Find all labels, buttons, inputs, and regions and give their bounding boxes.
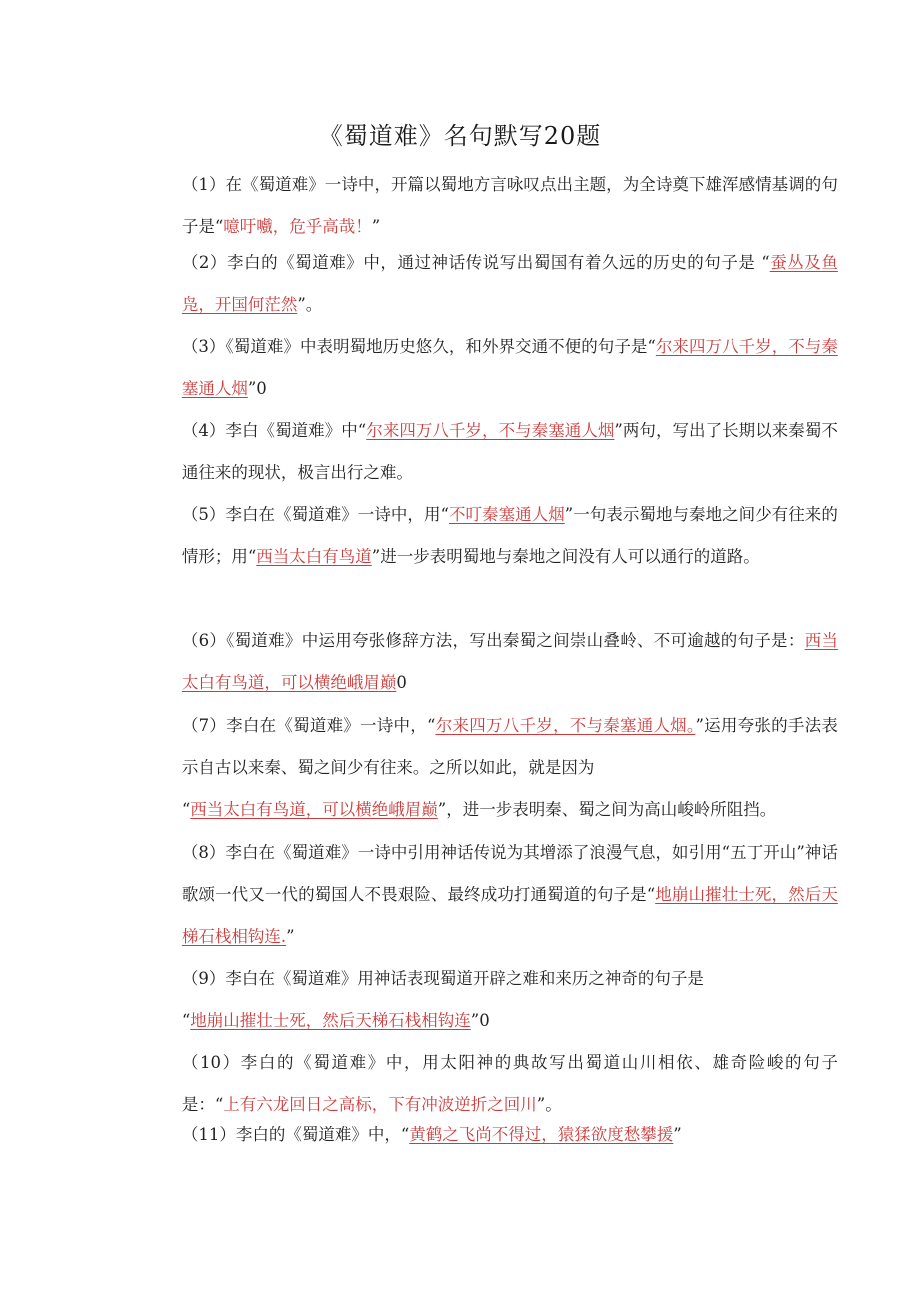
answer-text: 地崩山摧壮士死，然后天梯石栈相钩连 xyxy=(190,1011,471,1030)
question-text: ”，进一步表明秦、蜀之间为高山峻岭所阻挡。 xyxy=(437,800,777,819)
question-7 xyxy=(134,705,838,831)
question-8 xyxy=(134,832,838,958)
question-text: ”0 xyxy=(470,1011,490,1030)
question-text: （10）李白的《蜀道难》中，用太阳神的典故写出蜀道山川相依、雄奇险峻的句子是：“ xyxy=(181,1053,838,1114)
page-title: 《蜀道难》名句默写20题 xyxy=(318,122,602,150)
question-5 xyxy=(134,494,838,578)
question-text: ” xyxy=(673,1125,682,1144)
question-text: （9）李白在《蜀道难》用神话表现蜀道开辟之难和来历之神奇的句子是 xyxy=(181,969,704,988)
question-text: （3）《蜀道难》中表明蜀地历史悠久，和外界交通不便的句子是“ xyxy=(181,337,656,356)
question-text: （2）李白的《蜀道难》中，通过神话传说写出蜀国有着久远的历史的句子是 “ xyxy=(181,253,770,272)
question-text: ”进一步表明蜀地与秦地之间没有人可以通行的道路。 xyxy=(371,547,760,566)
question-text: （8）李白在《蜀道难》一诗中引用神话传说为其增添了浪漫气息，如引用“五丁开山”神话歌颂一代又一代的蜀国人不畏艰险、最终成功打通蜀道的句子是“ xyxy=(181,843,838,904)
question-text: ”运用夸张的手法表示自古以来秦、蜀之间少有往来。之所以如此，就是因为 xyxy=(181,716,838,777)
answer-text: 蚕丛及鱼凫，开国何茫然 xyxy=(181,253,838,314)
question-2 xyxy=(134,242,838,326)
answer-text: 西当太白有鸟道 xyxy=(256,547,372,566)
question-text: （6）《蜀道难》中运用夸张修辞方法，写出秦蜀之间崇山叠岭、不可逾越的句子是： xyxy=(181,631,805,650)
question-text: （7）李白在《蜀道难》一诗中，“ xyxy=(181,716,436,735)
answer-text: 黄鹤之飞尚不得过，猿猱欲度愁攀援 xyxy=(409,1125,674,1144)
question-11 xyxy=(134,1114,838,1156)
question-text: （11）李白的《蜀道难》中，“ xyxy=(181,1125,410,1144)
question-6 xyxy=(134,620,838,704)
question-text: ”。 xyxy=(297,295,323,314)
question-text: （1）在《蜀道难》一诗中，开篇以蜀地方言咏叹点出主题，为全诗奠下雄浑感情基调的句子是“ xyxy=(181,175,838,236)
answer-text: 尔来四万八千岁，不与秦塞通人烟 xyxy=(181,337,838,398)
question-text: （4）李白《蜀道难》中“ xyxy=(181,421,367,440)
answer-text: 上有六龙回日之高标，下有冲波逆折之回川 xyxy=(223,1095,537,1114)
answer-text: 尔来四万八千岁，不与秦塞通人烟 xyxy=(366,421,615,440)
answer-text: 不叮秦塞通人烟 xyxy=(448,505,565,524)
question-text: 0 xyxy=(396,673,407,692)
question-9 xyxy=(134,958,838,1042)
question-4 xyxy=(134,410,838,494)
question-text: ” xyxy=(286,927,295,946)
question-3 xyxy=(134,326,838,410)
answer-text: 噫吁嚱，危乎高哉！ xyxy=(223,217,372,236)
question-text: ”。 xyxy=(536,1095,562,1114)
question-text: ”一句表示蜀地与秦地之间少有往来的情形；用“ xyxy=(181,505,838,566)
question-text: （5）李白在《蜀道难》一诗中，用“ xyxy=(181,505,449,524)
answer-text: 地崩山摧壮士死，然后天梯石栈相钩连. xyxy=(181,885,838,946)
question-text: ” xyxy=(371,217,381,236)
answer-text: 西当太白有鸟道，可以横绝峨眉巅 xyxy=(181,631,838,692)
question-text: ”0 xyxy=(247,379,267,398)
answer-text: 西当太白有鸟道，可以横绝峨眉巅 xyxy=(190,800,438,819)
question-text: ”两句，写出了长期以来秦蜀不通往来的现状，极言出行之难。 xyxy=(181,421,838,482)
question-text: “ xyxy=(181,800,191,819)
answer-text: 尔来四万八千岁，不与秦塞通人烟。 xyxy=(435,716,696,735)
question-1 xyxy=(134,164,838,248)
question-text: “ xyxy=(181,1011,191,1030)
